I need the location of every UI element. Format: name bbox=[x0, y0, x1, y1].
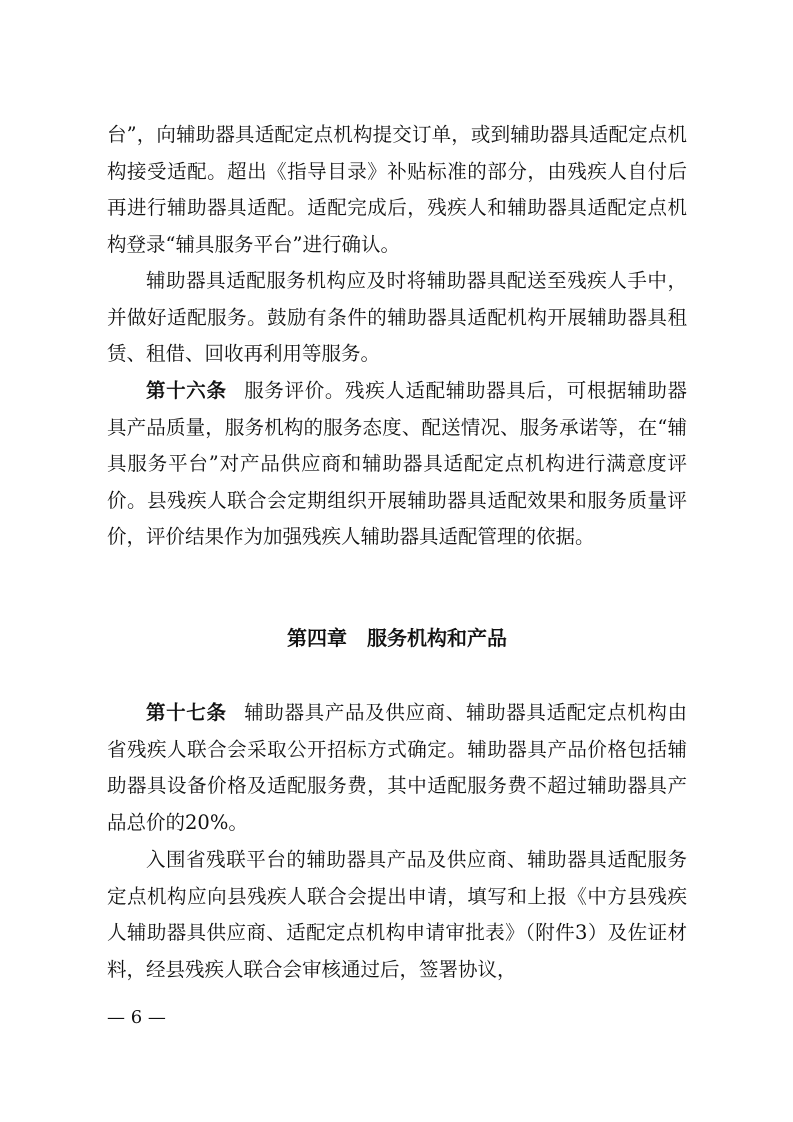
paragraph-text: 入围省残联平台的辅助器具产品及供应商、辅助器具适配服务定点机构应向县残疾人联合会提出申请，填写和上报《中方县残疾人辅助器具供应商、适配定点机构申请审批表》（附件3）及佐证材料，经县残疾人联合会审核通过后，签署协议， bbox=[107, 848, 687, 981]
page-number: — 6 — bbox=[107, 1007, 166, 1028]
article-label: 第十六条 bbox=[146, 379, 227, 402]
paragraph-continuation bbox=[107, 117, 687, 263]
paragraph-text: 辅助器具适配服务机构应及时将辅助器具配送至残疾人手中，并做好适配服务。鼓励有条件的辅助器具适配机构开展辅助器具租赁、租借、回收再利用等服务。 bbox=[107, 269, 687, 366]
article-text: 辅助器具产品及供应商、辅助器具适配定点机构由省残疾人联合会采取公开招标方式确定。辅助器具产品价格包括辅助器具设备价格及适配服务费，其中适配服务费不超过辅助器具产品总价的20%。 bbox=[107, 701, 687, 834]
article-17 bbox=[107, 695, 687, 841]
article-label: 第十七条 bbox=[146, 701, 227, 724]
paragraph-text: 台”，向辅助器具适配定点机构提交订单，或到辅助器具适配定点机构接受适配。超出《指导目录》补贴标准的部分，由残疾人自付后再进行辅助器具适配。适配完成后，残疾人和辅助器具适配定点机构登录“辅具服务平台”进行确认。 bbox=[107, 123, 687, 256]
paragraph-delivery bbox=[107, 263, 687, 373]
article-text: 服务评价。残疾人适配辅助器具后，可根据辅助器具产品质量，服务机构的服务态度、配送情况、服务承诺等，在“辅具服务平台”对产品供应商和辅助器具适配定点机构进行满意度评价。县残疾人联合会定期组织开展辅助器具适配效果和服务质量评价，评价结果作为加强残疾人辅助器具适配管理的依据。 bbox=[107, 379, 687, 549]
paragraph-application bbox=[107, 842, 687, 988]
chapter-heading: 第四章 服务机构和产品 bbox=[287, 626, 507, 650]
article-16 bbox=[107, 373, 687, 556]
